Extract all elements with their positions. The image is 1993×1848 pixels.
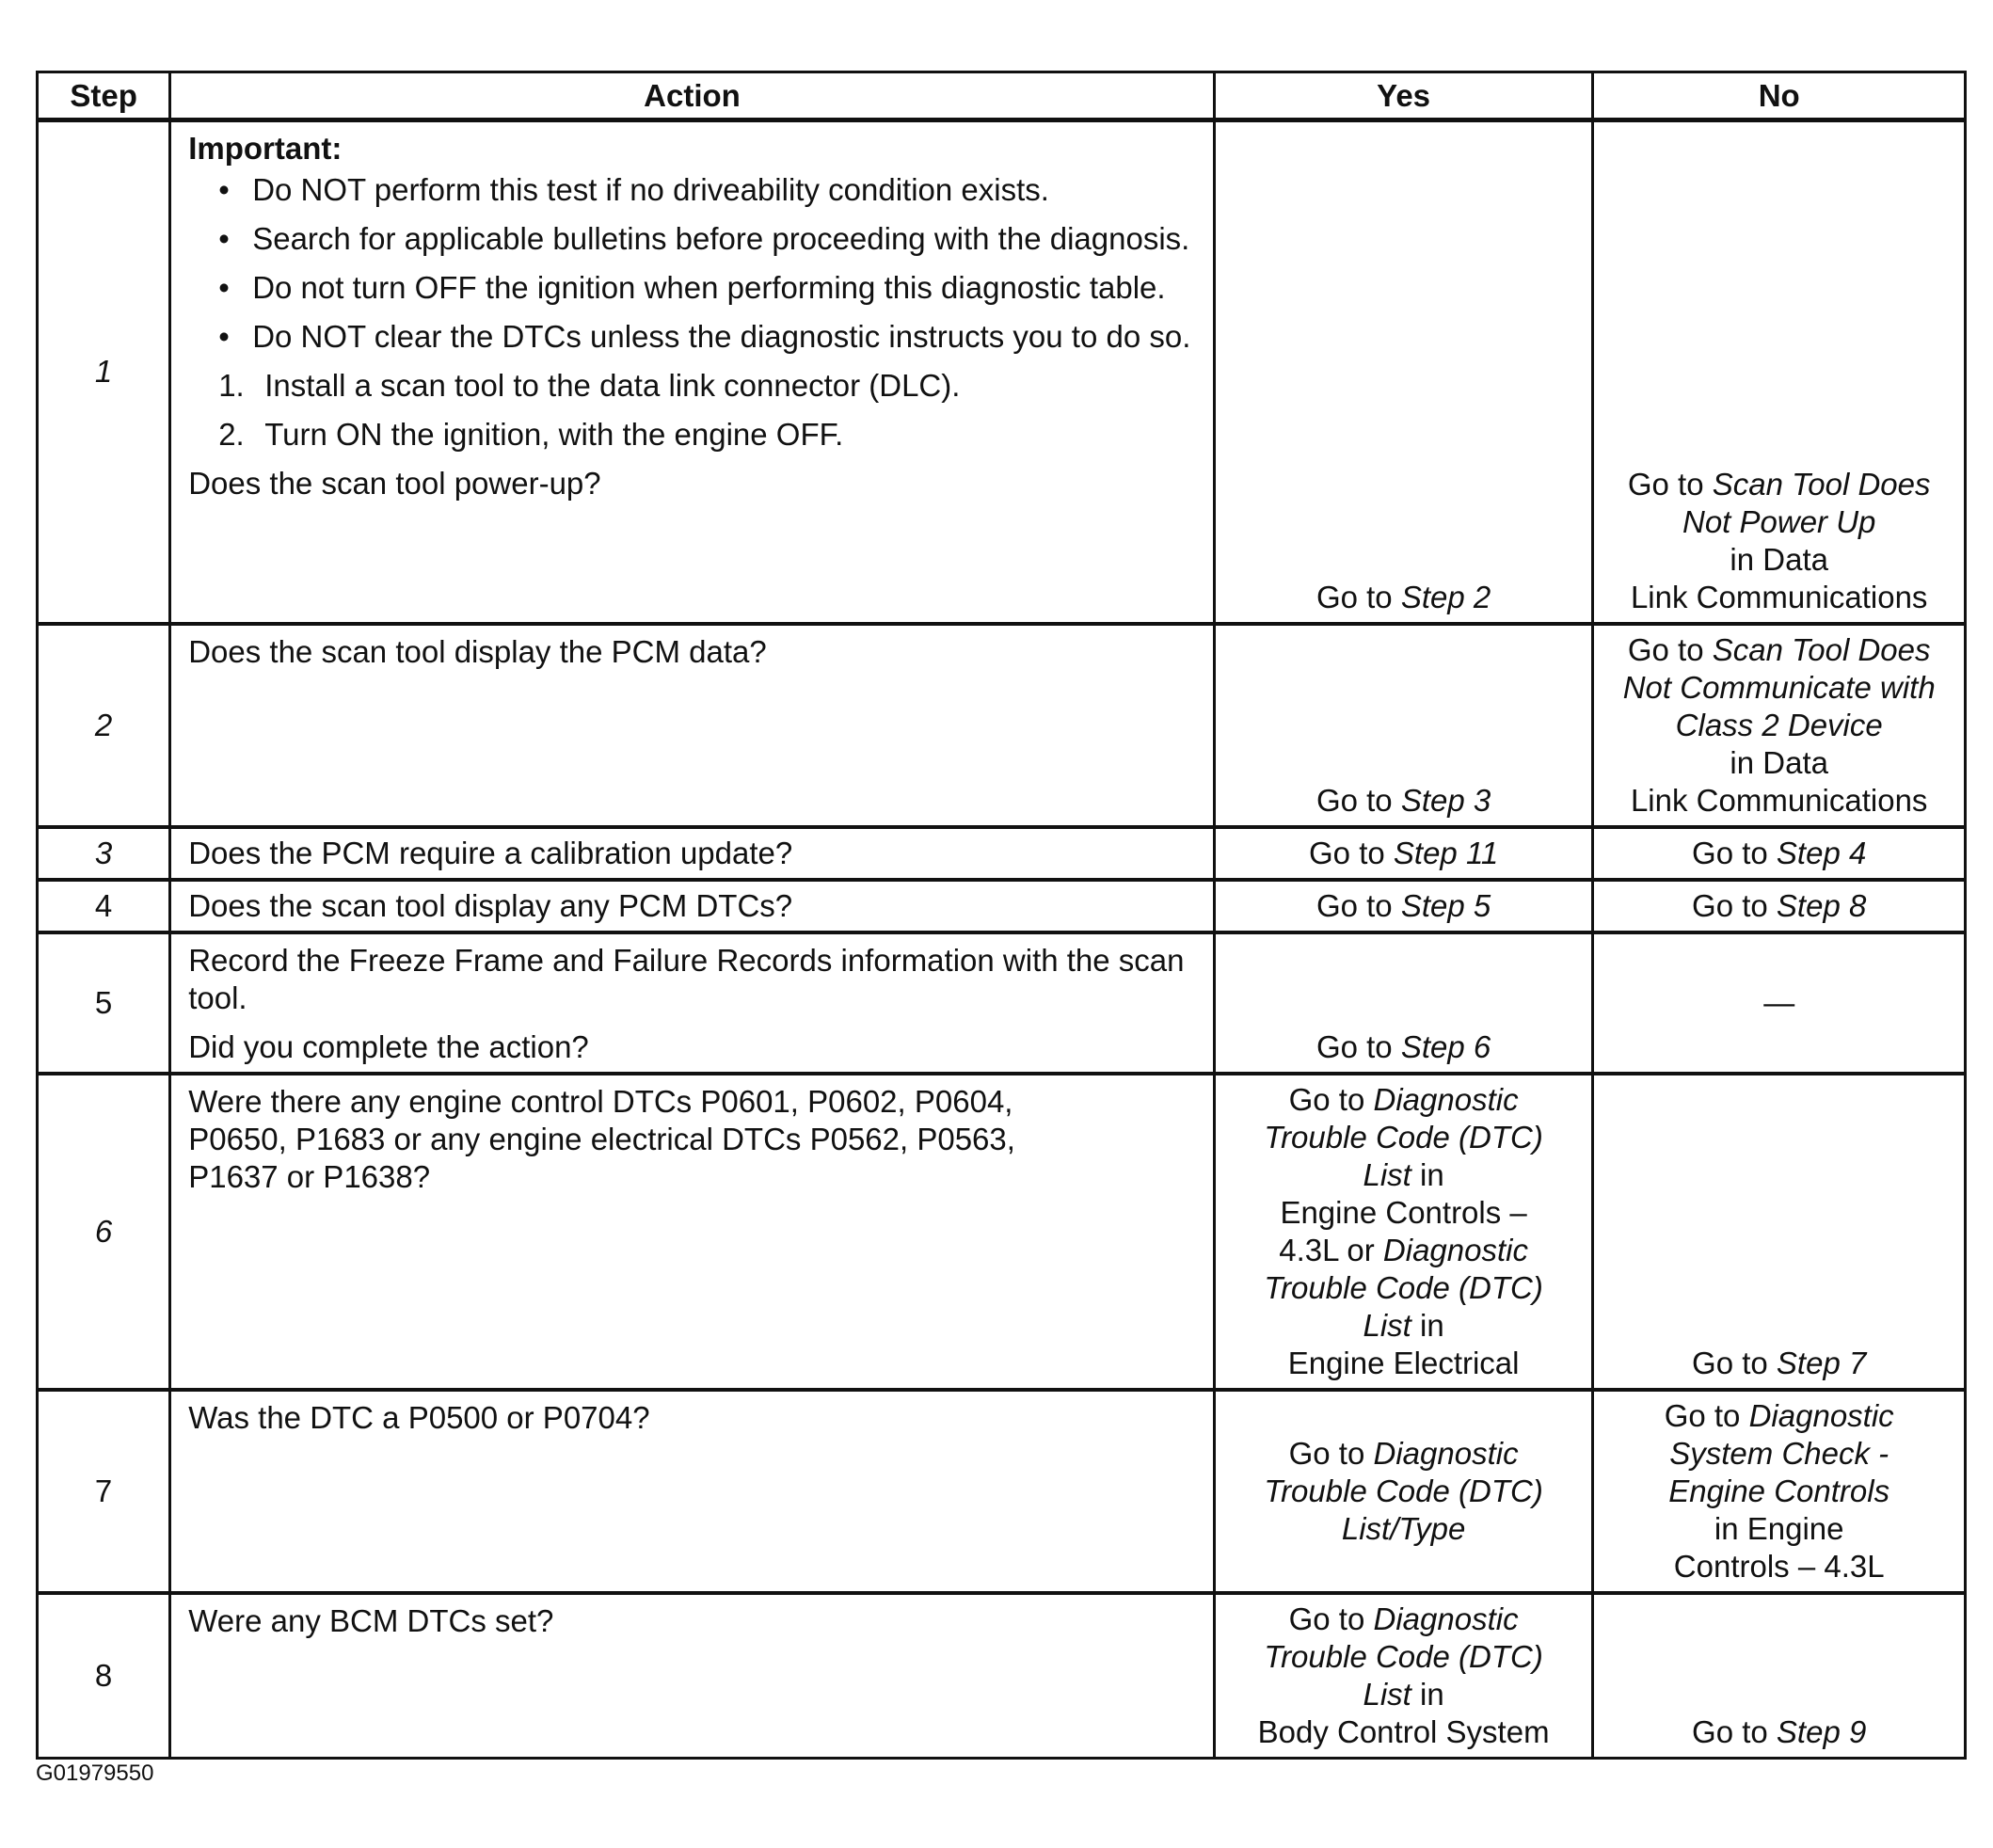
goto-prefix: Go to: [1692, 835, 1768, 870]
yes-cell: [1214, 1074, 1593, 1390]
header-step: Step: [38, 72, 170, 120]
table-row: [38, 932, 1966, 1074]
reference-suffix: in Engine: [1714, 1510, 1844, 1546]
no-cell: [1593, 880, 1966, 932]
action-cell: [170, 932, 1215, 1074]
step-number: 8: [38, 1593, 170, 1759]
reference-link[interactable]: Diagnostic: [1382, 1232, 1528, 1267]
header-no: No: [1593, 72, 1966, 120]
step-link[interactable]: Step 4: [1776, 835, 1867, 870]
no-cell: [1593, 1593, 1966, 1759]
step-number: 6: [38, 1074, 170, 1390]
reference-link[interactable]: Diagnostic: [1373, 1081, 1519, 1117]
yes-cell: [1214, 880, 1593, 932]
step-number: 1: [38, 120, 170, 624]
reference-link[interactable]: Not Communicate with: [1622, 669, 1936, 705]
reference-suffix: in Data: [1730, 744, 1828, 780]
table-row: [38, 827, 1966, 880]
reference-link[interactable]: Class 2 Device: [1675, 707, 1883, 742]
reference-link[interactable]: Diagnostic: [1373, 1601, 1519, 1636]
goto-prefix: Go to: [1288, 1601, 1365, 1636]
reference-link[interactable]: Engine Controls: [1668, 1473, 1890, 1508]
action-text: Record the Freeze Frame and Failure Records information with the scan tool.: [188, 942, 1185, 1015]
question-text: Was the DTC a P0500 or P0704?: [188, 1399, 650, 1435]
table-row: [38, 1593, 1966, 1759]
goto-prefix: Go to: [1692, 887, 1768, 923]
reference-link[interactable]: Scan Tool Does: [1712, 631, 1931, 667]
yes-cell: [1214, 827, 1593, 880]
reference-link[interactable]: System Check -: [1669, 1435, 1889, 1471]
important-label: Important:: [188, 131, 343, 166]
step-link[interactable]: Step 5: [1400, 887, 1491, 923]
goto-prefix: Go to: [1692, 1713, 1768, 1749]
action-cell: [170, 120, 1215, 624]
reference-suffix: Engine Controls –: [1280, 1194, 1527, 1230]
reference-link[interactable]: List: [1363, 1676, 1411, 1712]
reference-link[interactable]: Not Power Up: [1682, 503, 1876, 539]
reference-link[interactable]: Trouble Code (DTC): [1264, 1269, 1543, 1305]
reference-link[interactable]: List: [1363, 1307, 1411, 1343]
reference-link[interactable]: Scan Tool Does: [1712, 466, 1931, 502]
reference-link[interactable]: Diagnostic: [1373, 1435, 1519, 1471]
reference-suffix: in Data: [1730, 541, 1828, 577]
bullet-item: • Do NOT perform this test if no driveability condition exists.: [188, 171, 1194, 209]
question-text: P0650, P1683 or any engine electrical DTCs P0562, P0563,: [188, 1121, 1015, 1156]
step-link[interactable]: Step 8: [1776, 887, 1867, 923]
header-yes: Yes: [1214, 72, 1593, 120]
no-cell: [1593, 1074, 1966, 1390]
goto-prefix: Go to: [1315, 782, 1393, 818]
reference-in: in: [1420, 1307, 1444, 1343]
goto-prefix: Go to: [1627, 631, 1704, 667]
procedure-text: Install a scan tool to the data link connector (DLC).: [264, 368, 961, 403]
reference-link[interactable]: List/Type: [1341, 1510, 1466, 1546]
procedure-number: 2.: [218, 417, 245, 452]
action-cell: [170, 1593, 1215, 1759]
reference-link[interactable]: Trouble Code (DTC): [1264, 1119, 1543, 1155]
procedure-item: [188, 416, 1194, 454]
yes-cell: [1214, 120, 1593, 624]
reference-link[interactable]: Diagnostic: [1748, 1397, 1894, 1433]
yes-cell: [1214, 624, 1593, 827]
reference-suffix: Body Control System: [1257, 1713, 1550, 1749]
goto-prefix: Go to: [1692, 1345, 1768, 1380]
no-cell: [1593, 624, 1966, 827]
step-link[interactable]: Step 11: [1393, 835, 1499, 870]
goto-prefix: Go to: [1309, 835, 1385, 870]
bullet-item: • Do NOT clear the DTCs unless the diagnostic instructs you to do so.: [188, 318, 1194, 356]
not-applicable-dash: —: [1763, 984, 1795, 1020]
question-text: P1637 or P1638?: [188, 1158, 431, 1194]
question-text: Were any BCM DTCs set?: [188, 1602, 554, 1638]
header-action: Action: [170, 72, 1215, 120]
reference-suffix: Link Communications: [1630, 579, 1928, 614]
goto-prefix: Go to: [1315, 579, 1393, 614]
bullet-item: • Do not turn OFF the ignition when performing this diagnostic table.: [188, 269, 1194, 307]
reference-suffix: Controls – 4.3L: [1673, 1548, 1885, 1584]
question-text: Does the scan tool display the PCM data?: [188, 633, 767, 669]
question-text: Does the scan tool power-up?: [188, 466, 601, 501]
step-number: 3: [38, 827, 170, 880]
reference-in: in: [1420, 1676, 1444, 1712]
figure-id: G01979550: [36, 1760, 154, 1786]
reference-suffix: Engine Electrical: [1287, 1345, 1520, 1380]
procedure-text: Turn ON the ignition, with the engine OFF.: [264, 417, 844, 452]
goto-prefix: Go to: [1315, 887, 1393, 923]
step-link[interactable]: Step 9: [1776, 1713, 1867, 1749]
procedure-item: [188, 367, 1194, 405]
table-row: [38, 1390, 1966, 1593]
yes-cell: [1214, 932, 1593, 1074]
step-link[interactable]: Step 6: [1400, 1028, 1491, 1064]
procedure-number: 1.: [218, 368, 245, 403]
goto-prefix: Go to: [1288, 1435, 1365, 1471]
question-text: Did you complete the action?: [188, 1028, 589, 1064]
goto-prefix: Go to: [1627, 466, 1704, 502]
action-cell: [170, 1390, 1215, 1593]
action-cell: [170, 1074, 1215, 1390]
bullet-item: • Search for applicable bulletins before proceeding with the diagnosis.: [188, 220, 1194, 258]
goto-prefix: Go to: [1288, 1081, 1365, 1117]
diagnostic-table: [36, 71, 1967, 1760]
yes-cell: [1214, 1593, 1593, 1759]
goto-prefix: Go to: [1315, 1028, 1393, 1064]
question-text: Were there any engine control DTCs P0601, P0602, P0604,: [188, 1083, 1013, 1119]
step-number: 4: [38, 880, 170, 932]
reference-suffix: 4.3L or: [1279, 1232, 1375, 1267]
reference-in: in: [1420, 1156, 1444, 1192]
reference-link[interactable]: Trouble Code (DTC): [1264, 1473, 1543, 1508]
reference-link[interactable]: Trouble Code (DTC): [1264, 1638, 1543, 1674]
table-row: [38, 624, 1966, 827]
step-link[interactable]: Step 3: [1400, 782, 1491, 818]
table-row: [38, 120, 1966, 624]
reference-link[interactable]: List: [1363, 1156, 1411, 1192]
action-cell: [170, 880, 1215, 932]
reference-suffix: Link Communications: [1630, 782, 1928, 818]
no-cell: [1593, 1390, 1966, 1593]
step-link[interactable]: Step 2: [1400, 579, 1491, 614]
table-row: [38, 1074, 1966, 1390]
question-text: Does the scan tool display any PCM DTCs?: [188, 887, 793, 923]
step-number: 7: [38, 1390, 170, 1593]
step-number: 2: [38, 624, 170, 827]
yes-cell: [1214, 1390, 1593, 1593]
procedure-list: [188, 367, 1194, 454]
table-row: [38, 880, 1966, 932]
important-bullet-list: [188, 171, 1194, 356]
action-cell: [170, 624, 1215, 827]
step-link[interactable]: Step 7: [1776, 1345, 1867, 1380]
no-cell: [1593, 827, 1966, 880]
header-row: [38, 72, 1966, 120]
step-number: 5: [38, 932, 170, 1074]
action-cell: [170, 827, 1215, 880]
no-cell: [1593, 932, 1966, 1074]
goto-prefix: Go to: [1664, 1397, 1741, 1433]
no-cell: [1593, 120, 1966, 624]
question-text: Does the PCM require a calibration update?: [188, 835, 793, 870]
